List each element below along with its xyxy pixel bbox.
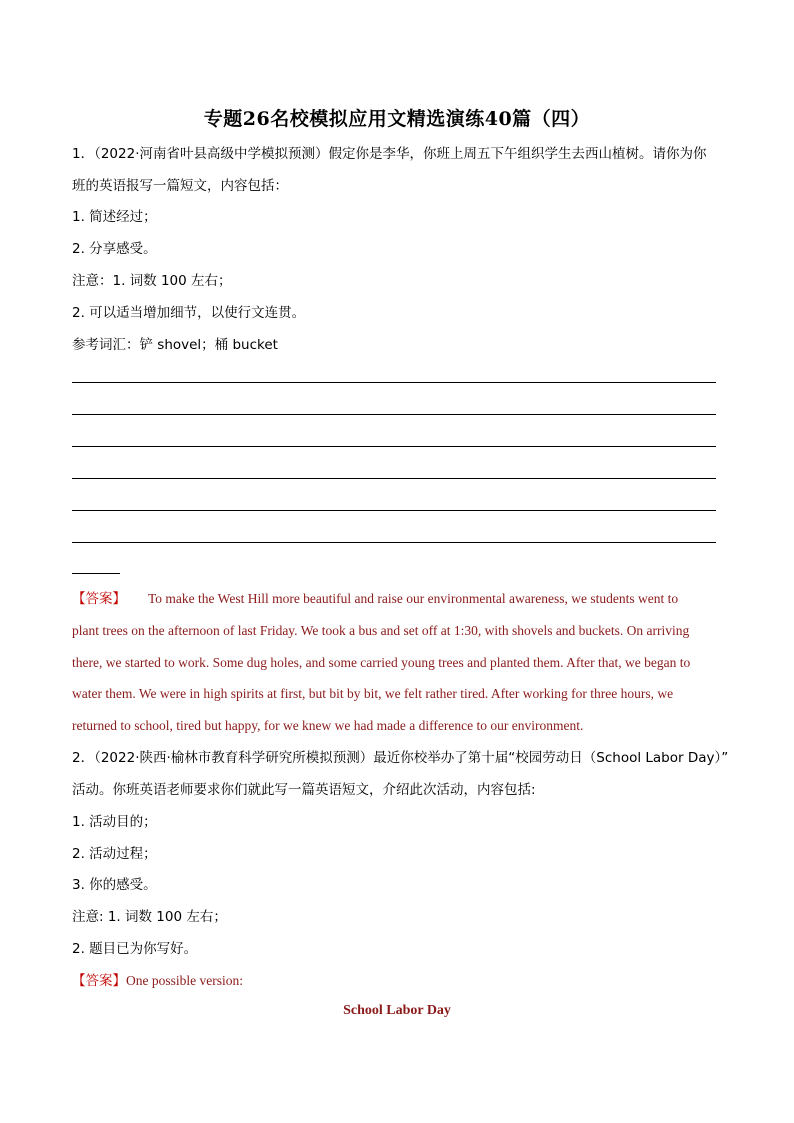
q2-item-2: 2. 活动过程； <box>72 846 157 862</box>
answer1-line-5: returned to school, tired but happy, for we knew we had made a difference to our environment. <box>72 718 584 733</box>
page-title: 专题26名校模拟应用文精选演练40篇（四） <box>203 108 591 130</box>
q1-note-2: 2. 可以适当增加细节，以使行文连贯。 <box>72 305 306 321</box>
q1-prompt-line-2: 班的英语报写一篇短文，内容包括： <box>72 178 288 194</box>
answer2-line <box>72 972 243 990</box>
writing-line <box>72 478 716 479</box>
answer1-line-3: there, we started to work. Some dug holes, and some carried young trees and planted them. After that, we began to <box>72 655 691 670</box>
writing-line <box>72 414 716 415</box>
q1-item-2: 2. 分享感受。 <box>72 241 157 257</box>
q2-prompt-line-1: 2．（2022·陕西·榆林市教育科学研究所模拟预测）最近你校举办了第十届“校园劳动日（School Labor Day）” <box>72 750 729 766</box>
q2-item-1: 1. 活动目的； <box>72 814 157 830</box>
answer1-line-4: water them. We were in high spirits at first, but bit by bit, we felt rather tired. After working for three hours, we <box>72 686 674 701</box>
writing-line <box>72 510 716 511</box>
q2-note-2: 2. 题目已为你写好。 <box>72 941 198 957</box>
q2-note-1: 注意: 1. 词数 100 左右； <box>72 909 227 925</box>
essay-title: School Labor Day <box>343 1003 451 1018</box>
answer1-line-2: plant trees on the afternoon of last Friday. We took a bus and set off at 1:30, with shovels and buckets. On arriving <box>72 623 690 638</box>
writing-line <box>72 382 716 383</box>
answer1-text-1: To make the West Hill more beautiful and raise our environmental awareness, we students went to <box>148 591 679 606</box>
answer2-intro: One possible version: <box>126 973 243 988</box>
q2-item-3: 3. 你的感受。 <box>72 877 157 893</box>
answer1-line-1 <box>72 590 678 608</box>
writing-line <box>72 446 716 447</box>
q2-prompt-line-2: 活动。你班英语老师要求你们就此写一篇英语短文，介绍此次活动，内容包括: <box>72 782 536 798</box>
q1-item-1: 1. 简述经过； <box>72 209 157 225</box>
answer-tag: 【答案】 <box>72 591 126 607</box>
writing-line-end <box>72 573 120 574</box>
answer-tag: 【答案】 <box>72 973 126 989</box>
writing-line <box>72 542 716 543</box>
q1-prompt-line-1: 1．（2022·河南省叶县高级中学模拟预测）假定你是李华，你班上周五下午组织学生去西山植树。请你为你 <box>72 146 707 162</box>
q1-note-1: 注意：1. 词数 100 左右； <box>72 273 232 289</box>
q1-vocab: 参考词汇：铲 shovel；桶 bucket <box>72 337 278 353</box>
